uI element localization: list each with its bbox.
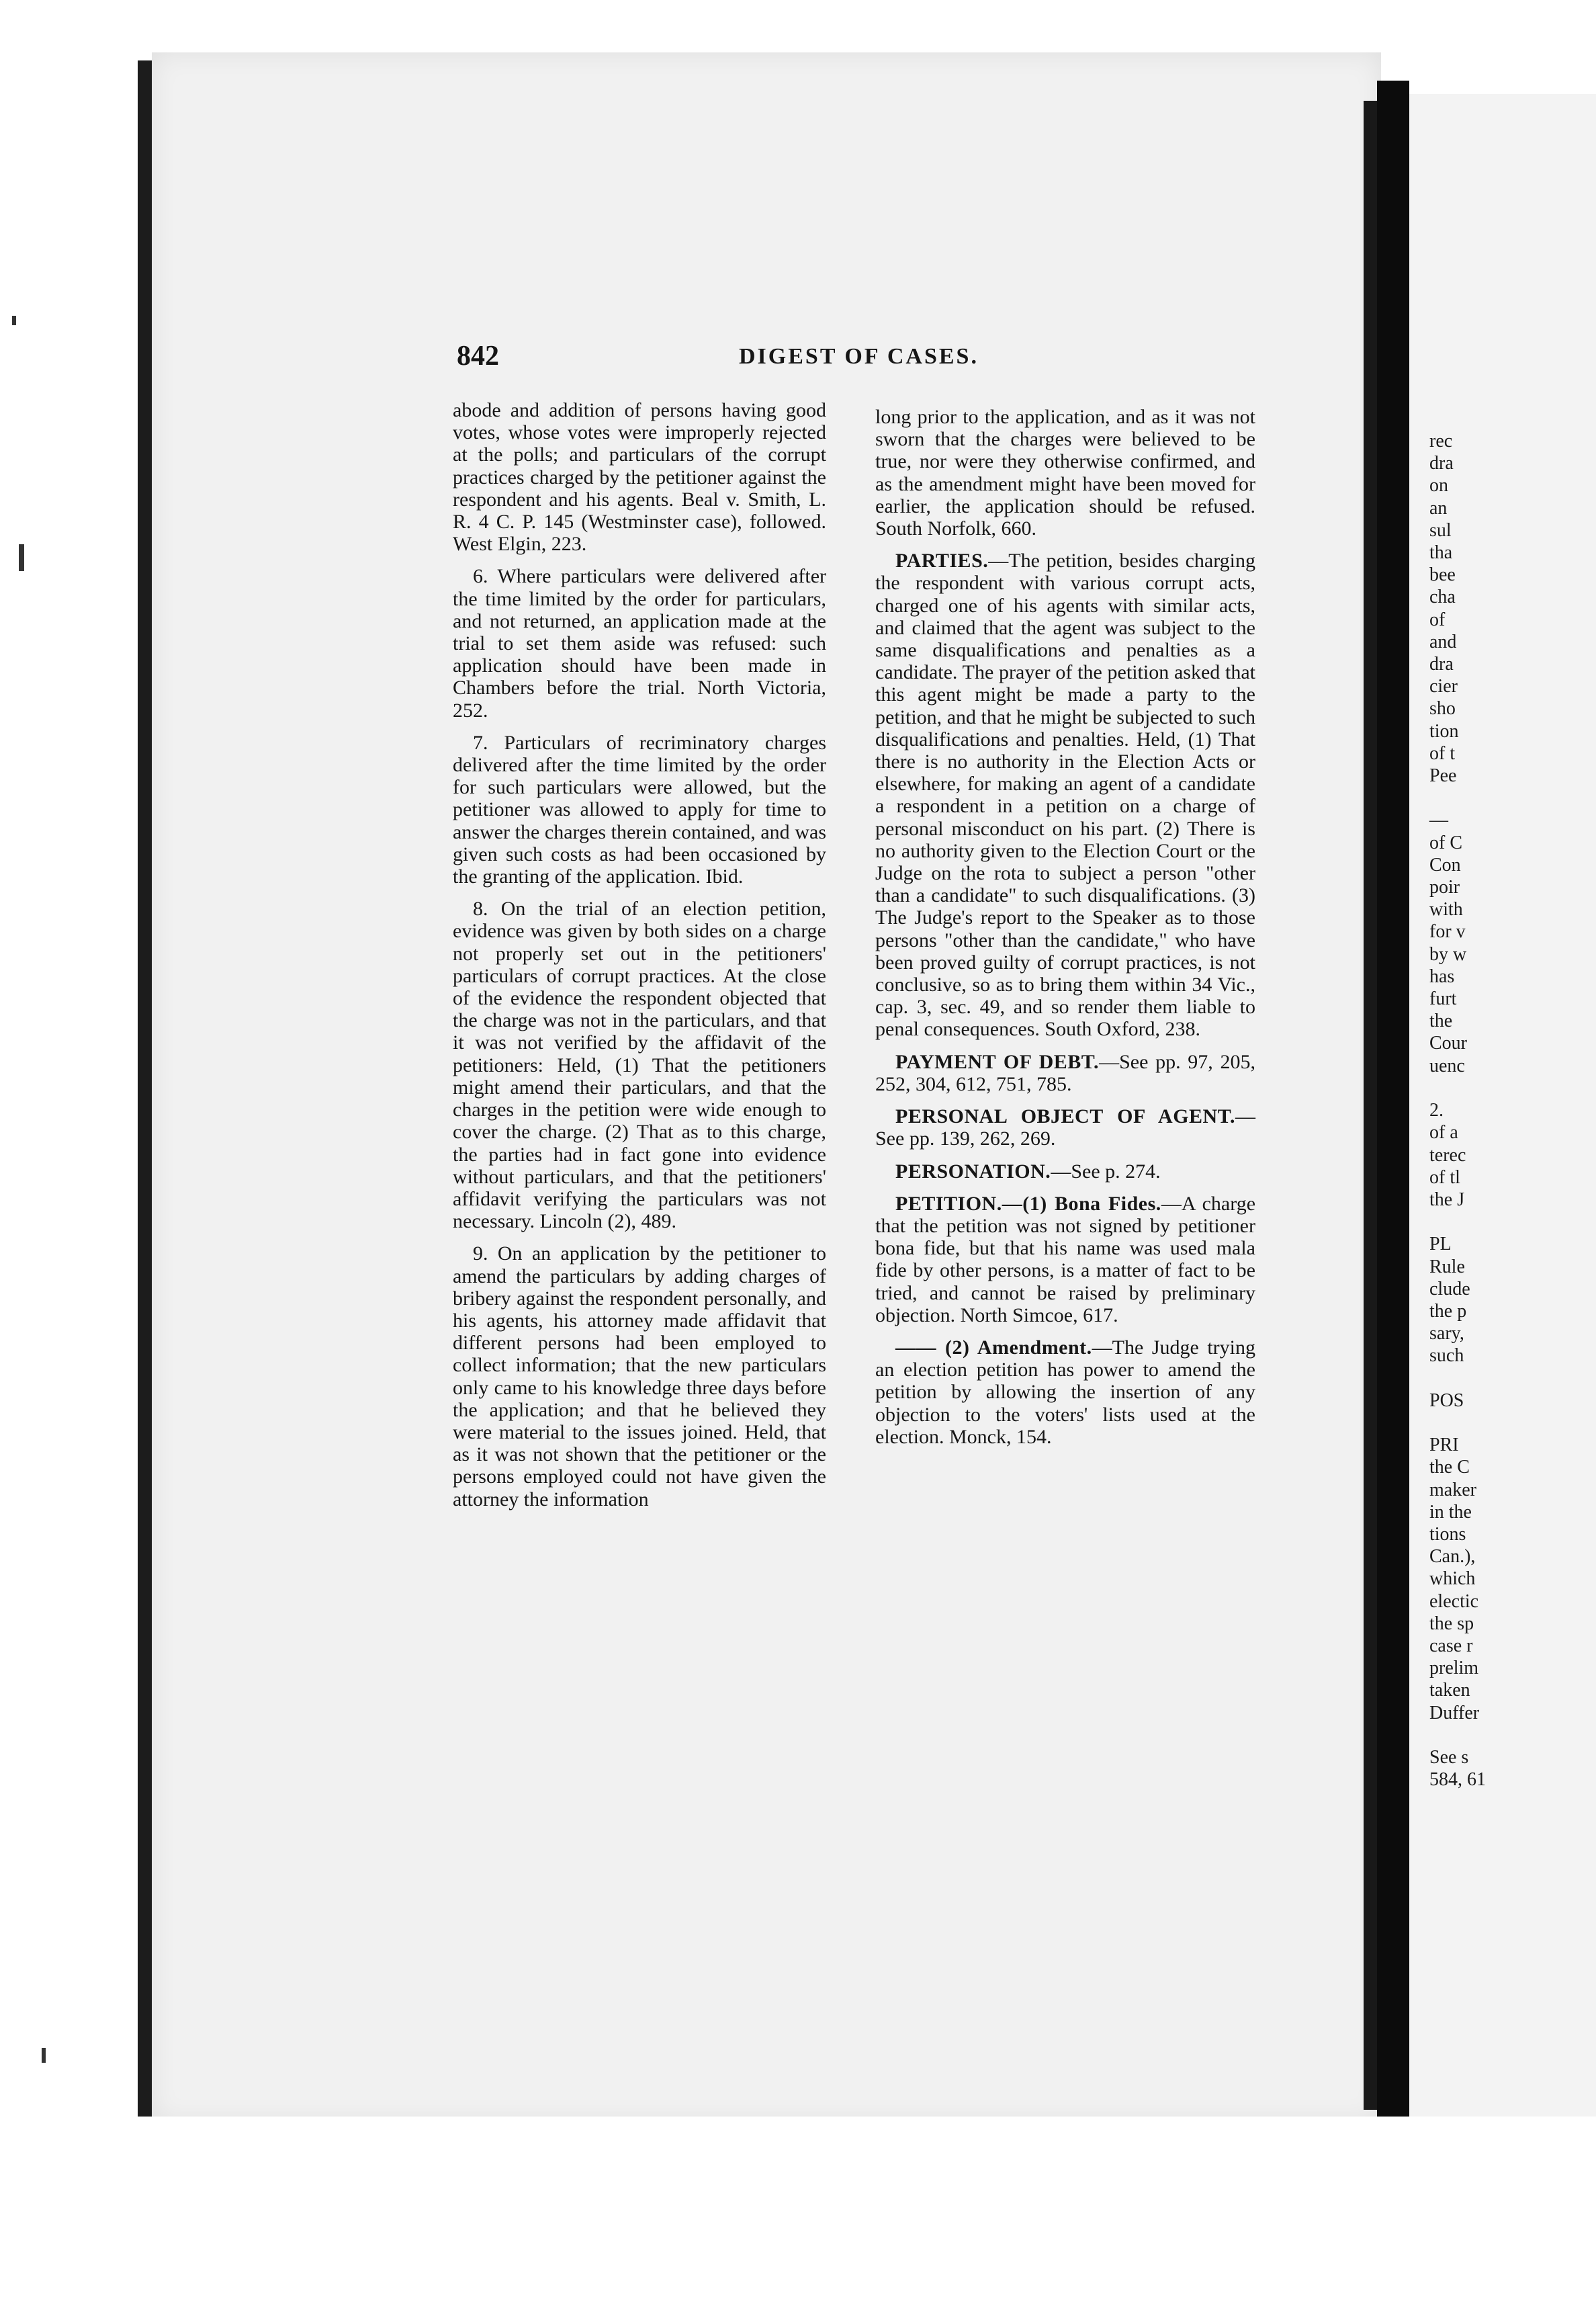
- facing-page-line: the p: [1429, 1300, 1467, 1322]
- facing-page-line: for v: [1429, 921, 1466, 943]
- facing-page-line: tion: [1429, 720, 1459, 742]
- facing-page-line: 584, 61: [1429, 1769, 1486, 1791]
- subhead: —(1) Bona Fides.: [1002, 1192, 1161, 1215]
- facing-page-line: clude: [1429, 1278, 1470, 1299]
- facing-page-line: PL: [1429, 1234, 1452, 1255]
- page-gutter-shadow: [1364, 101, 1377, 2110]
- facing-page-line: Cour: [1429, 1033, 1467, 1054]
- entry-text: —The petition, besides charging the respondent with various corrupt acts, charged one of his agents with similar acts, and claimed that the agent was subject to the same disqualifications and penalties as a candidate. The prayer of the petition asked that this agent might be made a party to the petition, and that he might be subjected to such disqualifications and penalties. Held, (1) That there is no authority in the Election Acts or elsewhere, for making an agent of a candidate a respondent in a petition on a charge of personal misconduct on his part. (2) There is no authority given to the Election Court or the Judge on the rota to subject a person "other than a candidate" to such disqualifications. (3) The Judge's report to the Speaker as to those persons "other than the candidate," who have been proved guilty of corrupt practices, is not conclusive, so as to bring them within 34 Vic., cap. 3, sec. 49, and so render them liable to penal consequences. South Oxford, 238.: [875, 550, 1255, 1041]
- entry-text: —See pp. 97, 205, 252, 304, 612, 751, 785.: [875, 1050, 1255, 1095]
- facing-page-line: PRI: [1429, 1435, 1459, 1456]
- entry-text: — See pp. 139, 262, 269.: [875, 1105, 1255, 1150]
- entry-parties: [875, 550, 1255, 1040]
- facing-page-line: in the: [1429, 1501, 1472, 1523]
- facing-page-line: sho: [1429, 698, 1456, 720]
- facing-page-line: electic: [1429, 1590, 1479, 1612]
- page-number: 842: [457, 341, 499, 372]
- headword: PETITION.: [895, 1192, 1002, 1215]
- headword: PAYMENT OF DEBT.: [895, 1050, 1100, 1073]
- facing-page-line: of tl: [1429, 1166, 1460, 1188]
- scan-speck: [19, 544, 24, 571]
- entry-personation: [875, 1160, 1255, 1183]
- headword: PERSONAL OBJECT OF AGENT.: [895, 1105, 1235, 1128]
- facing-page-line: [1429, 1211, 1486, 1233]
- facing-page-line: bee: [1429, 564, 1456, 586]
- headword: PERSONATION.: [895, 1160, 1051, 1183]
- facing-page-line: Duffer: [1429, 1702, 1480, 1723]
- facing-page-line: poir: [1429, 877, 1460, 898]
- facing-page-line: rec: [1429, 431, 1453, 452]
- facing-page-line: on: [1429, 475, 1448, 497]
- facing-page-line: [1429, 787, 1486, 809]
- facing-page-line: the J: [1429, 1189, 1465, 1210]
- facing-page-line: POS: [1429, 1390, 1464, 1411]
- facing-page-line: cha: [1429, 587, 1456, 608]
- headword: PARTIES.: [895, 550, 989, 572]
- facing-page-line: dra: [1429, 453, 1454, 474]
- facing-page-line: tha: [1429, 542, 1453, 564]
- scan-margin-left: [0, 0, 141, 2306]
- scan-speck: [42, 2048, 46, 2063]
- facing-page-line: 2.: [1429, 1100, 1444, 1121]
- facing-page-line: terec: [1429, 1144, 1466, 1166]
- facing-page-line: an: [1429, 497, 1448, 519]
- facing-page-line: has: [1429, 966, 1455, 987]
- entry-text: —The Judge trying an election petition has power to amend the petition by allowing the insertion of any objection to the voters' lists used at the election. Monck, 154.: [875, 1336, 1255, 1448]
- facing-page-line: sul: [1429, 519, 1452, 541]
- facing-page-line: the C: [1429, 1457, 1470, 1478]
- facing-page-line: Con: [1429, 854, 1461, 876]
- entry-petition: [875, 1193, 1255, 1326]
- entry-text: —See p. 274.: [1051, 1160, 1161, 1183]
- paragraph: long prior to the application, and as it was not sworn that the charges were believed to be true, nor were they otherwise confirmed, and as the amendment might have been moved for earlier, the application should be refused. South Norfolk, 660.: [875, 406, 1255, 540]
- entry-personal-object: [875, 1105, 1255, 1150]
- facing-page-line: by w: [1429, 943, 1467, 965]
- facing-page-line: uenc: [1429, 1055, 1465, 1076]
- facing-page-line: of a: [1429, 1122, 1458, 1144]
- scan-margin-bottom: [138, 2117, 1596, 2306]
- facing-page-line: tions: [1429, 1523, 1466, 1545]
- subhead: —— (2) Amendment.: [895, 1336, 1092, 1359]
- scan-speck: [12, 316, 16, 325]
- facing-page-text: [1429, 430, 1486, 1791]
- running-head: DIGEST OF CASES.: [739, 344, 979, 369]
- facing-page-line: cier: [1429, 676, 1458, 697]
- facing-page-line: with: [1429, 899, 1463, 921]
- facing-page-line: sary,: [1429, 1323, 1464, 1344]
- right-column: [875, 406, 1255, 1458]
- facing-page-line: which: [1429, 1568, 1476, 1590]
- facing-page-line: of: [1429, 609, 1446, 630]
- facing-page-line: [1429, 1077, 1486, 1099]
- facing-page-line: and: [1429, 631, 1457, 652]
- facing-page-line: Rule: [1429, 1256, 1465, 1277]
- facing-page-line: Can.),: [1429, 1546, 1476, 1568]
- facing-page-line: the: [1429, 1011, 1453, 1032]
- paragraph: 6. Where particulars were delivered after the time limited by the order for particulars, and not returned, an application made at the trial to set them aside was refused: such application should have been made in Chambers before the trial. North Victoria, 252.: [453, 565, 826, 722]
- facing-page-line: of C: [1429, 832, 1462, 853]
- paragraph: 9. On an application by the petitioner to amend the particulars by adding charges of bribery against the respondent personally, and his agents, his attorney made affidavit that different persons had been employed to collect information; that the new particulars only came to his knowledge three days before the application; and that he believed they were material to the issues joined. Held, that as it was not shown that the petitioner or the persons employed could not have given the attorney the information: [453, 1242, 826, 1510]
- entry-amendment: [875, 1336, 1255, 1448]
- facing-page-line: [1429, 1367, 1486, 1390]
- facing-page-line: dra: [1429, 654, 1454, 675]
- facing-page-line: case r: [1429, 1635, 1473, 1656]
- facing-page-line: [1429, 1412, 1486, 1434]
- scan-edge-left: [138, 60, 152, 2117]
- paragraph: 8. On the trial of an election petition, evidence was given by both sides on a charge not properly set out in the petitioners' particulars of corrupt practices. At the close of the evidence the respondent objected that the charge was not in the particulars, and that it was not verified by the affidavit of the petitioners: Held, (1) That the petitioners might amend their particulars, and that the charges in the petition were wide enough to cover the charge. (2) That as to this charge, the parties had in fact gone into evidence without particulars, and that the petitioners' affidavit verifying the particulars was not necessary. Lincoln (2), 489.: [453, 898, 826, 1233]
- facing-page-line: taken: [1429, 1680, 1470, 1701]
- facing-page-line: See s: [1429, 1746, 1469, 1768]
- facing-page-line: of t: [1429, 742, 1456, 764]
- entry-text: —A charge that the petition was not signed by petitioner bona fide, but that his name was used mala fide by other persons, is a matter of fact to be tried, and cannot be raised by preliminary objection. North Simcoe, 617.: [875, 1192, 1256, 1326]
- facing-page-line: —: [1429, 810, 1448, 831]
- facing-page-line: prelim: [1429, 1658, 1479, 1679]
- facing-page-line: furt: [1429, 988, 1457, 1010]
- facing-page-line: [1429, 1724, 1486, 1746]
- left-column: [453, 399, 826, 1521]
- facing-page-line: such: [1429, 1345, 1464, 1367]
- paragraph: 7. Particulars of recriminatory charges delivered after the time limited by the order for such particulars were allowed, but the petitioner was allowed to apply for time to answer the charges therein contained, and was given such costs as had been occasioned by the granting of the application. Ibid.: [453, 731, 826, 888]
- facing-page-line: the sp: [1429, 1613, 1474, 1634]
- facing-page-line: maker: [1429, 1479, 1476, 1500]
- page-gutter: [1377, 81, 1409, 2117]
- page-header: [457, 340, 1290, 380]
- paragraph: abode and addition of persons having good votes, whose votes were improperly rejected at the polls; and particulars of the corrupt practices charged by the petitioner against the respondent and his agents. Beal v. Smith, L. R. 4 C. P. 145 (Westminster case), followed. West Elgin, 223.: [453, 399, 826, 556]
- facing-page-line: Pee: [1429, 765, 1457, 787]
- entry-payment-of-debt: [875, 1051, 1255, 1095]
